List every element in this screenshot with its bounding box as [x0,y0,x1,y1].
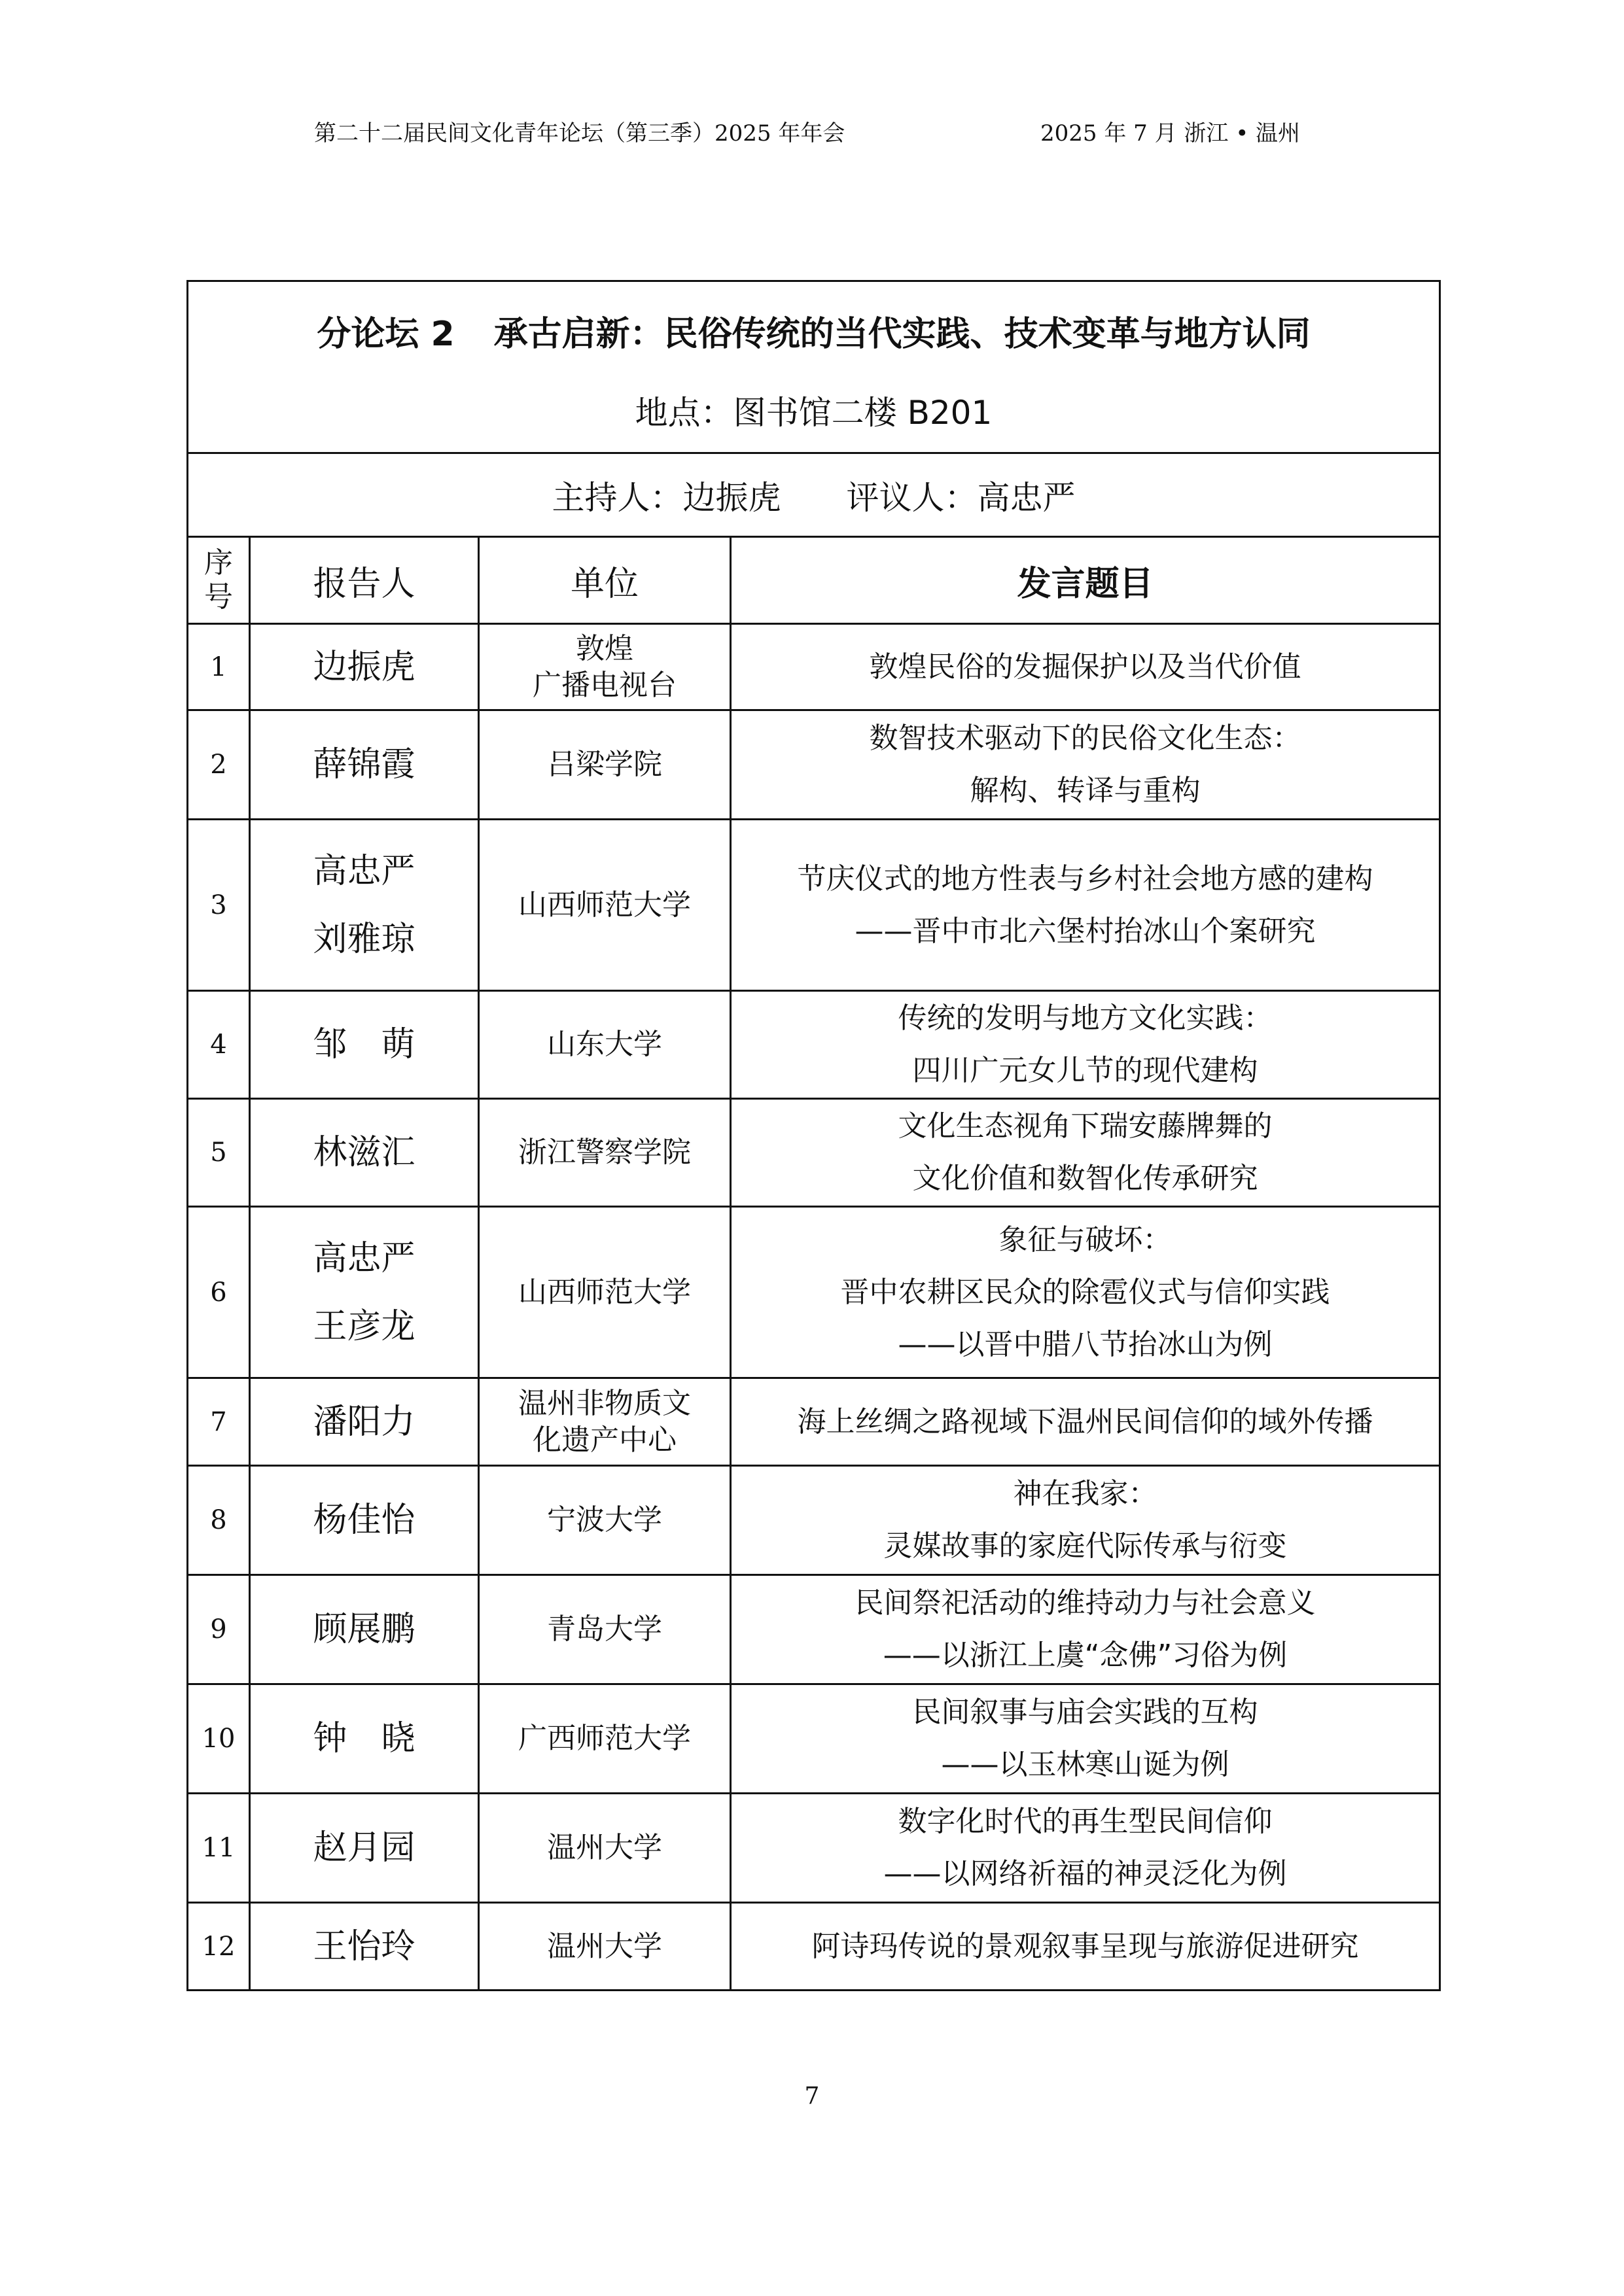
table-row [188,1207,1440,1378]
table-row [188,1466,1440,1575]
topic-line: 象征与破坏： [998,1223,1172,1257]
speaker-name: 王怡玲 [313,1926,415,1966]
table-row [188,624,1440,710]
speaker-cell [250,1099,479,1207]
row-number: 12 [188,1903,250,1991]
speaker-name: 高忠严 [313,1238,415,1278]
table-row [188,1378,1440,1466]
row-number: 3 [188,820,250,991]
topic-line: ——以浙江上虞“念佛”习俗为例 [883,1639,1288,1672]
topic-cell [731,1207,1440,1378]
affiliation-line: 广播电视台 [533,668,677,702]
table-row [188,1099,1440,1207]
table-header-row [188,537,1440,624]
forum-venue: 地点：图书馆二楼 B201 [635,394,993,432]
topic-line: ——晋中市北六堡村抬冰山个案研究 [855,914,1316,948]
host-commentator-cell [188,453,1440,537]
topic-line: ——以网络祈福的神灵泛化为例 [883,1857,1287,1890]
topic-line: ——以玉林寒山诞为例 [941,1748,1229,1781]
affiliation-line: 广西师范大学 [518,1722,691,1755]
topic-cell [731,1794,1440,1903]
speaker-cell [250,624,479,710]
speaker-cell [250,1466,479,1575]
topic-line: 解构、转译与重构 [970,774,1201,807]
host: 主持人：边振虎 [552,478,781,517]
affiliation-line: 化遗产中心 [533,1423,677,1457]
table-row [188,1684,1440,1794]
speaker-name: 赵月园 [313,1828,415,1868]
table-row [188,991,1440,1099]
affiliation-line: 山东大学 [547,1028,662,1061]
forum-theme: 承古启新：民俗传统的当代实践、技术变革与地方认同 [493,315,1311,354]
table-row [188,710,1440,820]
table-row [188,1903,1440,1991]
topic-cell [731,710,1440,820]
speaker-cell [250,991,479,1099]
table-row [188,1575,1440,1684]
affiliation-line: 山西师范大学 [518,888,691,922]
affiliation-cell [479,1378,731,1466]
affiliation-line: 吕梁学院 [547,748,662,781]
topic-line: 四川广元女儿节的现代建构 [912,1054,1258,1087]
affiliation-line: 温州非物质文 [518,1386,691,1420]
speaker-name: 高忠严 [313,851,415,891]
affiliation-line: 敦煌 [576,631,633,665]
speaker-cell [250,1903,479,1991]
row-number: 11 [188,1794,250,1903]
row-number: 5 [188,1099,250,1207]
column-header-no: 序 号 [188,537,250,624]
header-date-location: 2025 年 7 月 浙江 • 温州 [1040,120,1301,147]
speaker-cell [250,710,479,820]
affiliation-line: 宁波大学 [547,1503,662,1537]
topic-line: 传统的发明与地方文化实践： [898,1001,1273,1035]
topic-line: ——以晋中腊八节抬冰山为例 [898,1327,1273,1361]
affiliation-cell [479,820,731,991]
topic-line: 晋中农耕区民众的除雹仪式与信仰实践 [840,1275,1330,1309]
topic-line: 数字化时代的再生型民间信仰 [898,1805,1273,1838]
affiliation-cell [479,991,731,1099]
affiliation-cell [479,1903,731,1991]
speaker-name: 邹 萌 [313,1025,415,1064]
affiliation-line: 山西师范大学 [518,1275,691,1309]
topic-line: 阿诗玛传说的景观叙事呈现与旅游促进研究 [811,1929,1359,1963]
affiliation-cell [479,1466,731,1575]
column-header-topic: 发言题目 [731,537,1440,624]
row-number: 10 [188,1684,250,1794]
speaker-name: 刘雅琼 [313,919,415,959]
running-header [0,115,1624,154]
speaker-cell [250,820,479,991]
speaker-name: 钟 晓 [313,1719,415,1758]
topic-cell [731,1466,1440,1575]
affiliation-cell [479,624,731,710]
topic-line: 节庆仪式的地方性表与乡村社会地方感的建构 [797,861,1373,896]
topic-line: 数智技术驱动下的民俗文化生态： [869,722,1301,755]
affiliation-cell [479,1207,731,1378]
affiliation-cell [479,1099,731,1207]
topic-line: 民间叙事与庙会实践的互构 [912,1696,1258,1729]
row-number: 1 [188,624,250,710]
topic-cell [731,624,1440,710]
topic-cell [731,820,1440,991]
speaker-cell [250,1684,479,1794]
affiliation-line: 温州大学 [547,1831,662,1864]
forum-label: 分论坛 2 [317,315,455,354]
speaker-cell [250,1378,479,1466]
topic-line: 敦煌民俗的发掘保护以及当代价值 [869,650,1301,684]
topic-line: 文化生态视角下瑞安藤牌舞的 [898,1109,1273,1143]
speaker-cell [250,1575,479,1684]
row-number: 9 [188,1575,250,1684]
speaker-name: 杨佳怡 [313,1501,415,1540]
affiliation-cell [479,1575,731,1684]
row-number: 4 [188,991,250,1099]
row-number: 7 [188,1378,250,1466]
affiliation-line: 浙江警察学院 [518,1136,691,1169]
speaker-name: 边振虎 [313,647,415,687]
column-header-unit: 单位 [479,537,731,624]
table-row [188,820,1440,991]
topic-line: 神在我家： [1013,1477,1157,1510]
affiliation-cell [479,1684,731,1794]
session-schedule-table [186,280,1441,1991]
topic-line: 文化价值和数智化传承研究 [912,1162,1258,1195]
row-number: 8 [188,1466,250,1575]
row-number: 2 [188,710,250,820]
header-conference-title: 第二十二届民间文化青年论坛（第三季）2025 年年会 [314,120,845,147]
topic-cell [731,991,1440,1099]
page-number: 7 [804,2083,820,2110]
speaker-cell [250,1794,479,1903]
affiliation-line: 温州大学 [547,1929,662,1963]
speaker-name: 王彦龙 [313,1306,415,1346]
topic-cell [731,1099,1440,1207]
speaker-name: 潘阳力 [313,1402,415,1442]
column-header-speaker: 报告人 [250,537,479,624]
row-number: 6 [188,1207,250,1378]
topic-line: 海上丝绸之路视域下温州民间信仰的域外传播 [797,1404,1373,1438]
affiliation-cell [479,1794,731,1903]
speaker-name: 薛锦霞 [313,745,415,784]
topic-line: 民间祭祀活动的维持动力与社会意义 [855,1586,1316,1620]
affiliation-line: 青岛大学 [547,1612,662,1646]
topic-line: 灵媒故事的家庭代际传承与衍变 [883,1529,1287,1563]
table-row [188,1794,1440,1903]
speaker-cell [250,1207,479,1378]
topic-cell [731,1903,1440,1991]
affiliation-cell [479,710,731,820]
topic-cell [731,1684,1440,1794]
speaker-name: 林滋汇 [313,1133,415,1172]
topic-cell [731,1575,1440,1684]
commentator: 评议人：高忠严 [846,478,1076,517]
topic-cell [731,1378,1440,1466]
forum-title [188,311,1439,357]
speaker-name: 顾展鹏 [313,1610,415,1649]
forum-title-cell [188,281,1440,453]
